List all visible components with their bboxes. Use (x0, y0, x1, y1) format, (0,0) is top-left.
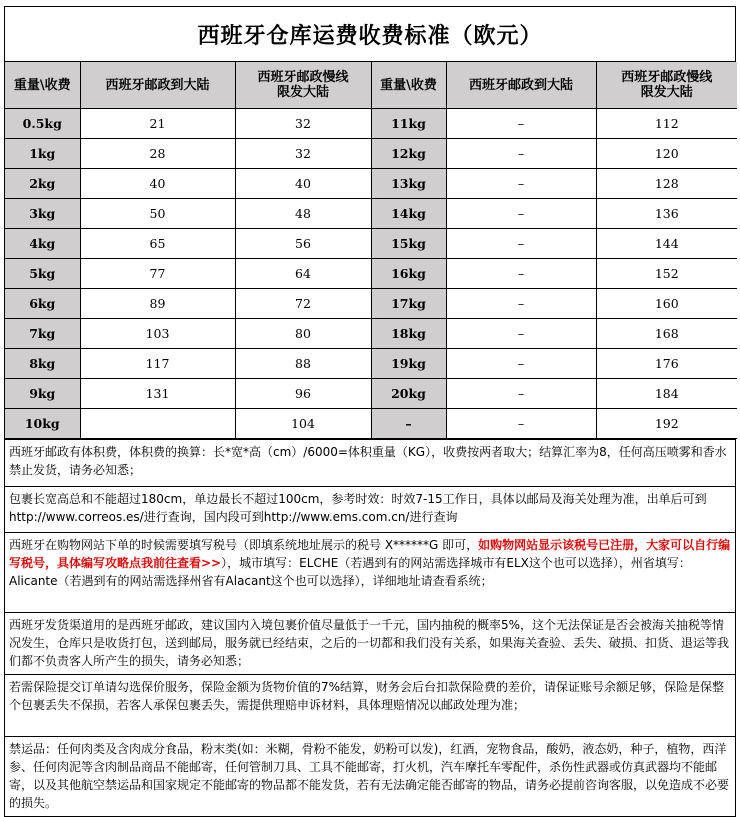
weight-cell: 17kg (371, 289, 446, 319)
note-prohibited-items: 禁运品：任何肉类及含肉成分食品，粉末类(如：米糊，骨粉不能发，奶粉可以发)，红酒，宠物食品，酸奶，液态奶，种子，植物，西洋参、任何肉泥等含肉制品商品不能邮寄，任何管制刀具、工具不能邮寄，打火机，汽车摩托车零配件，杀伤性武器或仿真武器均不能邮寄，以及其他航空禁运品和国家规定不能邮寄的物品都不能发货，若有无法确定能否邮寄的物品，请务必提前咨询客服，以免造成不必要的损失。 (5, 736, 735, 816)
note-volume-fee: 西班牙邮政有体积费，体积费的换算：长*宽*高（cm）/6000=体积重量（KG），收费按两者取大；结算汇率为8，任何高压喷雾和香水禁止发货，请务必知悉； (5, 439, 735, 486)
header-post-2: 西班牙邮政到大陆 (446, 62, 596, 109)
slow-price-cell: 56 (235, 229, 371, 259)
weight-cell: 4kg (5, 229, 80, 259)
post-price-cell: – (446, 289, 596, 319)
weight-cell: 3kg (5, 199, 80, 229)
slow-price-cell: 168 (596, 319, 737, 349)
post-price-cell: – (446, 139, 596, 169)
post-price-cell: – (446, 199, 596, 229)
table-row (5, 289, 737, 319)
post-price-cell: 28 (80, 139, 235, 169)
weight-cell: 15kg (371, 229, 446, 259)
slow-price-cell: 96 (235, 379, 371, 409)
rate-sheet (4, 6, 736, 817)
post-price-cell: 131 (80, 379, 235, 409)
header-post: 西班牙邮政到大陆 (80, 62, 235, 109)
weight-cell: 9kg (5, 379, 80, 409)
table-row (5, 379, 737, 409)
post-price-cell: – (446, 409, 596, 439)
table-row (5, 259, 737, 289)
rate-table (5, 62, 737, 439)
table-row (5, 139, 737, 169)
weight-cell: 1kg (5, 139, 80, 169)
slow-price-cell: 80 (235, 319, 371, 349)
post-price-cell: 103 (80, 319, 235, 349)
table-row (5, 109, 737, 139)
weight-cell: 0.5kg (5, 109, 80, 139)
table-row (5, 409, 737, 439)
header-weight-2: 重量\收费 (371, 62, 446, 109)
post-price-cell: 77 (80, 259, 235, 289)
slow-price-cell: 40 (235, 169, 371, 199)
weight-cell: – (371, 409, 446, 439)
post-price-cell: 89 (80, 289, 235, 319)
header-slow-line-2: 西班牙邮政慢线 限发大陆 (596, 62, 737, 109)
slow-price-cell: 64 (235, 259, 371, 289)
note-tax-number: 西班牙在购物网站下单的时候需要填写税号（即填系统地址展示的税号 X******G 即可，如购物网站显示该税号已注册，大家可以自行编写税号，具体编写攻略点我前往查看>>），城市填写：ELCHE（若遇到有的网站需选择城市有ELX这个也可以选择），州省填写：Alicante（若遇到有的网站需选择州省有Alacant这个也可以选择），详细地址请查看系统； (5, 532, 735, 612)
post-price-cell: 65 (80, 229, 235, 259)
slow-price-cell: 144 (596, 229, 737, 259)
slow-price-cell: 136 (596, 199, 737, 229)
slow-price-cell: 184 (596, 379, 737, 409)
weight-cell: 2kg (5, 169, 80, 199)
weight-cell: 18kg (371, 319, 446, 349)
post-price-cell: – (446, 169, 596, 199)
post-price-cell: 117 (80, 349, 235, 379)
table-row (5, 169, 737, 199)
post-price-cell: – (446, 379, 596, 409)
slow-price-cell: 88 (235, 349, 371, 379)
header-weight: 重量\收费 (5, 62, 80, 109)
note-size-limit: 包裹长宽高总和不能超过180cm，单边最长不超过100cm，参考时效：时效7-15工作日，具体以邮局及海关处理为准，出单后可到http://www.correos.es/进行查询，国内段可到http://www.ems.com.cn/进行查询 (5, 486, 735, 532)
slow-price-cell: 112 (596, 109, 737, 139)
weight-cell: 19kg (371, 349, 446, 379)
weight-cell: 10kg (5, 409, 80, 439)
weight-cell: 16kg (371, 259, 446, 289)
weight-cell: 13kg (371, 169, 446, 199)
slow-price-cell: 128 (596, 169, 737, 199)
weight-cell: 14kg (371, 199, 446, 229)
table-header-row (5, 62, 737, 109)
table-row (5, 229, 737, 259)
table-row (5, 319, 737, 349)
weight-cell: 20kg (371, 379, 446, 409)
post-price-cell: – (446, 109, 596, 139)
table-row (5, 199, 737, 229)
slow-price-cell: 120 (596, 139, 737, 169)
slow-price-cell: 32 (235, 109, 371, 139)
weight-cell: 5kg (5, 259, 80, 289)
note-insurance: 若需保险提交订单请勾选保价服务，保险金额为货物价值的7%结算，财务会后台扣款保险费的差价，请保证账号余额足够，保险是保整个包裹丢失不保损，若客人承保包裹丢失，需提供理赔申诉材料，具体理赔情况以邮政处理为准； (5, 674, 735, 736)
weight-cell: 11kg (371, 109, 446, 139)
post-price-cell: 40 (80, 169, 235, 199)
post-price-cell: – (446, 229, 596, 259)
post-price-cell: 21 (80, 109, 235, 139)
post-price-cell: – (446, 349, 596, 379)
post-price-cell: – (446, 259, 596, 289)
slow-price-cell: 104 (235, 409, 371, 439)
post-price-cell (80, 409, 235, 439)
slow-price-cell: 32 (235, 139, 371, 169)
page-title: 西班牙仓库运费收费标准（欧元） (5, 7, 735, 62)
post-price-cell: – (446, 319, 596, 349)
post-price-cell: 50 (80, 199, 235, 229)
slow-price-cell: 176 (596, 349, 737, 379)
slow-price-cell: 192 (596, 409, 737, 439)
slow-price-cell: 160 (596, 289, 737, 319)
table-row (5, 349, 737, 379)
header-slow-line: 西班牙邮政慢线 限发大陆 (235, 62, 371, 109)
weight-cell: 7kg (5, 319, 80, 349)
slow-price-cell: 152 (596, 259, 737, 289)
weight-cell: 8kg (5, 349, 80, 379)
slow-price-cell: 48 (235, 199, 371, 229)
weight-cell: 6kg (5, 289, 80, 319)
weight-cell: 12kg (371, 139, 446, 169)
slow-price-cell: 72 (235, 289, 371, 319)
tax-guide-link[interactable]: 如购物网站显示该税号已注册，大家可以自行编写税号，具体编写攻略点我前往查看>> (9, 538, 731, 570)
note-customs: 西班牙发货渠道用的是西班牙邮政，建议国内入境包裹价值尽量低于一千元，国内抽税的概率5%，这个无法保证是否会被海关抽税等情况发生，仓库只是收货打包，送到邮局，服务就已经结束，之后的一切都和我们没有关系，如果海关查验、丢失、破损、扣货、退运等我们都不负责客人所产生的损失，请务必知悉； (5, 612, 735, 674)
